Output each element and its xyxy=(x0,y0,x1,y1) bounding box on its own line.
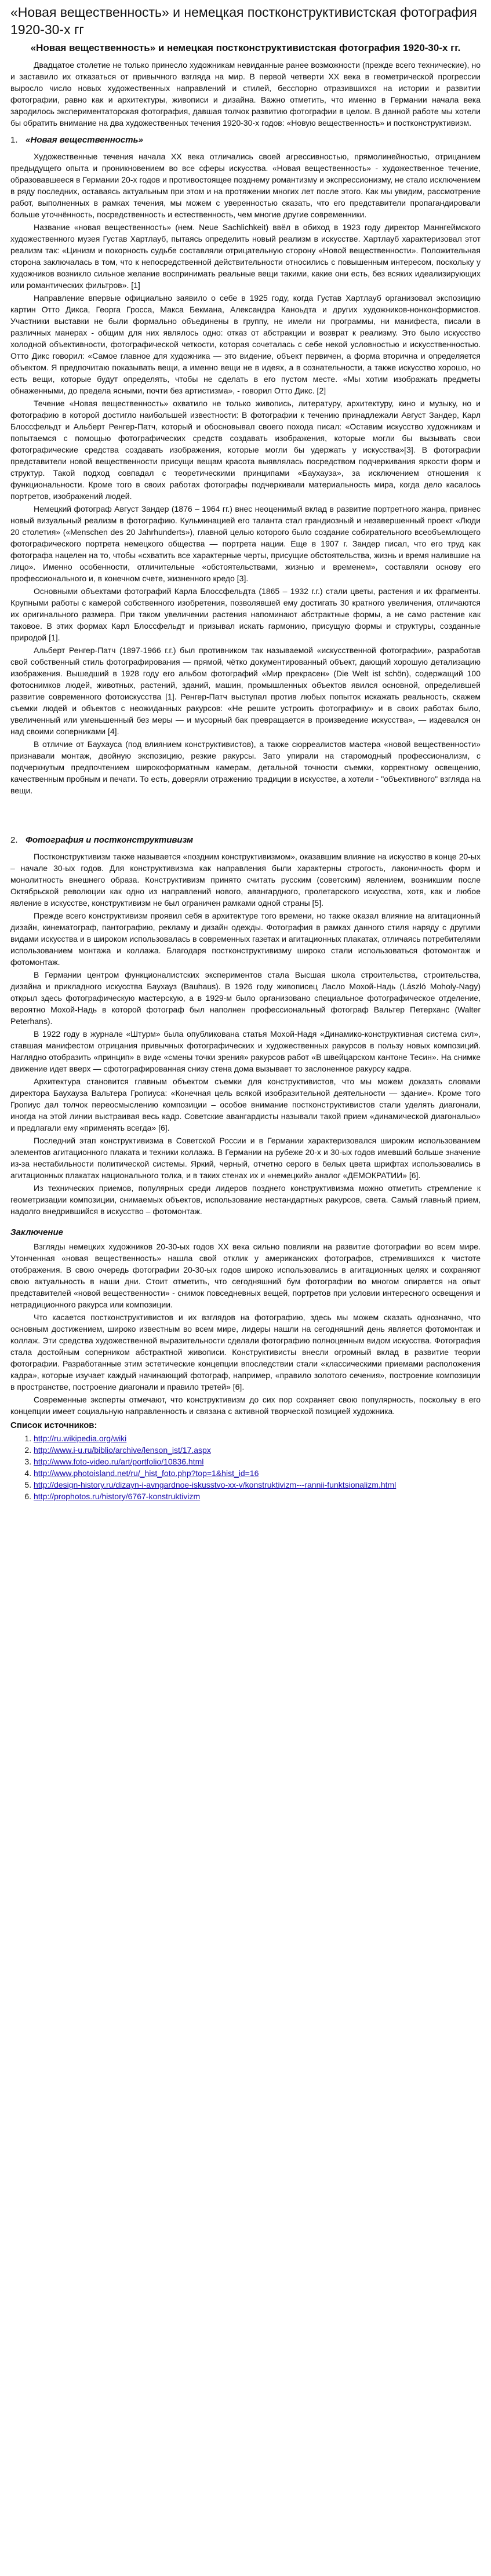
source-item xyxy=(34,1467,481,1479)
intro-paragraph: Двадцатое столетие не только принесло художникам невиданные ранее возможности (прежде всего технические), но и заставило их отказаться от привычного взгляда на мир. В первой четверти XX века в геометрической прогрессии выросло число новых художественных направлений и стилей, бесспорно отразившихся на истории и развитии фотографии, равно как и архитектуры, живописи и дизайна. Важно отметить, что именно в Германии начала века зародилось экспериментаторская фотография, давшая толчок развитию фотографии в целом. В данной работе мы хотели бы обратить внимание на два художественных течения 1920-30-х годов: «Новую вещественность» и постконструктивизм. xyxy=(10,60,481,127)
section-number: 2. xyxy=(10,835,18,845)
section1-paragraph: В отличие от Баухауса (под влиянием конструктивистов), а также сюрреалистов мастера «новой вещественности» признавали монтаж, двойную экспозицию, резкие ракурсы. Зато упирали на старомодный профессионализм, с подчеркнутым предпочтением широкоформатным камерам, детальной точности съемки, корректному освещению, качественным пробным и печати. То есть, доверяли отражению традиции в искусстве, а хотели - "объективного" взгляда на вещи. xyxy=(10,739,481,795)
section2-paragraph: Прежде всего конструктивизм проявил себя в архитектуре того времени, но также оказал влияние на агитационный дизайн, кинематограф, пантографию, рекламу и дизайн одежды. Фотография в рамках данного стиля наряду с другими видами искусства и в широком использовалась в современных газетах и агитационных плакатах, отличаясь потребителями использованием монтажа и коллажа. Благодаря постконструктивизму широко стали использоваться фотомонтаж и фотомонтаж. xyxy=(10,911,481,967)
document-subtitle: «Новая вещественность» и немецкая постконструктивистская фотография 1920-30-х гг. xyxy=(30,42,461,53)
source-item xyxy=(34,1491,481,1502)
section2-paragraph: Последний этап конструктивизма в Советской России и в Германии характеризовался широким использованием элементов агитационного плаката и техники коллажа. В Германии на рубеже 20-х и 30-ых годов имевший больше значение из-за нестабильности политической системы. Яркий, черный, отчетно серого в белых цвета шрифтах использовались в агитационных плакатах национального толка, и в таких стенах их и «немецкий» аналог «ДЕМОКРАТИИ» [6]. xyxy=(10,1136,481,1180)
source-link[interactable]: http://www.i-u.ru/biblio/archive/lenson_ist/17.aspx xyxy=(34,1445,211,1455)
section-gap xyxy=(10,797,481,829)
section2-paragraph: В Германии центром функционалистских экспериментов стала Высшая школа строительства, строительства, дизайна и прикладного искусства Баухауз (Bauhaus). В 1926 году живописец Ласло Мохой-Надь (László Moholy-Nagy) открыл здесь фотографическую мастерскую, а в 1929-м было организовано специальное фотографическое отделение, вероятно Мохой-Надь в которой фотограф был наполнен профессиональный фотограф Вальтер Петерханс (Walter Peterhans). xyxy=(10,970,481,1026)
section-heading-postconstructivism xyxy=(10,835,481,846)
source-link[interactable]: http://design-history.ru/dizayn-i-avngardnoe-iskusstvo-xx-v/konstruktivizm---rannii-funktsionalizm.html xyxy=(34,1480,397,1489)
conclusion-paragraph: Современные эксперты отмечают, что конструктивизм до сих пор сохраняет свою популярность, поскольку в его концепции имеет социальную направленность и связана с активной творческой позицией художника. xyxy=(10,1395,481,1416)
section2-paragraph: В 1922 году в журнале «Штурм» была опубликована статья Мохой-Надя «Динамико-конструктивная система сил», ставшая манифестом отрицания привычных фотографических и художественных ракурсов в пользу новых композиций. Наглядно отобразить «принцип» в виде «смены точки зрения» ракурсов работ «В швейцарском кантоне Тесин». На снимке движение идет вверх — сфотографированная снизу стена дома вызывает то заслоненное ракурсу кадра. xyxy=(10,1029,481,1073)
source-link[interactable]: http://www.foto-video.ru/art/portfolio/10836.html xyxy=(34,1457,204,1466)
section-title: «Новая вещественность» xyxy=(26,135,143,145)
conclusion-heading: Заключение xyxy=(10,1227,63,1237)
section1-paragraph: Направление впервые официально заявило о себе в 1925 году, когда Густав Хартлауб организовал экспозицию картин Отто Дикса, Георга Гросса, Макса Бекмана, Александра Каноьдта и других художников-нонконформистов. Участники выставки не были формально объединены в группу, не имели ни программы, ни манифеста, писали в различных манерах - общим для них являлось одно: отказ от абстракции и возврат к реализму. Это было искусство холодной объективности, фотографической четкости, которая сочеталась с себе некой условностью и искусственностью. Отто Дикс говорил: «Самое главное для художника — это видение, объект первичен, а форма вторична и определяется объектом. Я предпочитаю показывать вещи, а именно вещи не в идеях, а в сознательности, а также искусство хорошо, но есть вещи, которые будут определять, чтобы не сделать в его пустом месте. «Мы хотим изображать предметы обнаженными, до предела ясными, почти без артистизма», - говорил Отто Дикс. [2] xyxy=(10,293,481,395)
sources-heading: Список источников: xyxy=(10,1420,97,1430)
conclusion-paragraph: Взгляды немецких художников 20-30-ых годов XX века сильно повлияли на развитие фотографии во всем мире. Утонченная «новая вещественность» нашла свой отклик у американских фотографов, стремившихся к чистоте отображения. В свою очередь фотографии 20-30-ых годов широко использовались в агитационных целях и сохраняют свою актуальность в наши дни. Стоит отметить, что сегодняшний бум фотографии во многом опирается на опыт представителей «новой вещественности» - снимок повседневных вещей, портретов при условии интересного освещения и нетрадиционного ракурса или композиции. xyxy=(10,1242,481,1309)
section-number: 1. xyxy=(10,135,18,145)
section1-paragraph: Художественные течения начала XX века отличались своей агрессивностью, прямолинейностью, отрицанием предыдущего опыта и проникновением во все сферы искусства. «Новая вещественность» - художественное течение, образовавшееся в Германии 20-х годов и противостоящее позднему романтизму и экспрессионизму, не стало исключением в ряду последних, оставаясь актуальным при этом и на протяжении многих лет после этого. Как мы увидим, рассмотрение работ, выполненных в рамках течения, мы можем с уверенностью сказать, что его представители пропагандировали больше уточнённость, посредственность и естественность, чем многие другие современники. xyxy=(10,152,481,219)
source-link[interactable]: http://ru.wikipedia.org/wiki xyxy=(34,1434,127,1443)
conclusion-paragraph: Что касается постконструктивистов и их взглядов на фотографию, здесь мы можем сказать однозначно, что основным достижением, широко известным во всем мире, лидеры нашли на сегодняшний день является фотомонтаж и коллаж. Эти средства художественной выразительности сделали фотографию полноценным видом искусства. Фотография стала достойным соперником абстрактной живописи. Конструктивисты внесли огромный вклад в развитие теории фотографии. Разработанные этим эстетические концепции впоследствии стали «классическими приемами расположения кадра», которые изучает каждый начинающий фотограф, например, «правило золотого сечения», построение композиции в пространстве, построение диагонали и правило третей» [6]. xyxy=(10,1313,481,1391)
section1-paragraph: Название «новая вещественность» (нем. Neue Sachlichkeit) ввёл в обиход в 1923 году директор Маннгеймского художественного музея Густав Хартлауб, пытаясь определить новый реализм в искусстве. Хартлауб характеризовал этот реализм так: «Цинизм и покорность судьбе составляли отрицательную сторону «Новой вещественности». Положительная сторона заключалась в том, что к непосредственной действительности относились с повышенным интересом, поскольку у художников возникло сильное желание воспринимать реальные вещи такими, какие они есть, без всяких идеализирующих или романтических фильтров». [1] xyxy=(10,223,481,290)
source-item xyxy=(34,1433,481,1444)
section1-paragraph: Альберт Ренгер-Патч (1897-1966 г.г.) был противником так называемой «искусственной фотографии», разработав свой собственный стиль фотографирования — прямой, чётко документированный объект, дающий хорошую детализацию изображения. Вышедший в 1928 году его альбом фотографий «Мир прекрасен» (Die Welt ist schön), содержащий 100 фотоснимков людей, животных, растений, зданий, машин, промышленных объектов явился основной, определившей развитие современного фотоискусства [1]. Ренгер-Патч выступал против любых попыток искажать реальность, скажем съемки людей и объектов с неожиданных ракурсов: «Не решите устроить фотографику» и в своих работах было, увеличенный или уменьшенный без меры — и мусорный бак превращается в произведение искусства», — издевался он над своими соперниками [4]. xyxy=(10,646,481,736)
section1-paragraph: Немецкий фотограф Август Зандер (1876 – 1964 гг.) внес неоценимый вклад в развитие портретного жанра, привнес новый визуальный реализм в фотографию. Кульминацией его таланта стал грандиозный и незавершенный проект «Люди 20 столетия» («Menschen des 20 Jahrhunderts»), главной целью которого было создание собирательного всеобъемлющего фотографического портрета немецкого общества — портрета нации. Еще в 1907 г. Зандер писал, что его труд как фотографа нацелен на то, чтобы «схватить все характерные черты, присущие обстоятельства, жизнь и время налившие на лицо». Именно особенности, отличительные «обстоятельствами, жизнью и временем», составляли основу его профессионального и, в конечном счете, жизненного кредо [3]. xyxy=(10,504,481,583)
section1-paragraph: Основными объектами фотографий Карла Блоссфельдта (1865 – 1932 г.г.) стали цветы, растения и их фрагменты. Крупными работы с камерой собственного изобретения, позволявшей ему достигать 30 кратного увеличения, отличаются их оригинального размера. При таком увеличении растения напоминают абстрактные формы, а не само растение как таковое. В этих формах Карл Блоссфельдт и призывал искать гармонию, присущую формы и структуры, созданные природой [1]. xyxy=(10,586,481,642)
source-item xyxy=(34,1456,481,1467)
section2-paragraph: Архитектура становится главным объектом съемки для конструктивистов, что мы можем доказать словами директора Баухауза Вальтера Гропиуса: «Конечная цель всякой изобразительной деятельности — здание». Кроме того Гропиус дал толчок переосмыслению композиции – особое внимание постконструктивистов стали уделять диагонали, иногда на этой линии выстраивая весь кадр. Советские авангардисты называли такой прием «динамической диагональю» и предлагали ему «применять всегда» [6]. xyxy=(10,1077,481,1132)
section2-paragraph: Постконструктивизм также называется «поздним конструктивизмом», оказавшим влияние на искусство в конце 20-ых – начале 30-ых годов. Для конструктивизма как направления были характерны строгость, лаконичность форм и монолитность внешнего образа. Конструктивизм принято считать русским (советским) явлением, возникшим после Октябрьской революции как одно из направлений нового, авангардного, пролетарского искусства, хотя, как и любое явление в искусстве, конструктивизм не был ограничен рамками одной страны [5]. xyxy=(10,852,481,908)
source-link[interactable]: http://prophotos.ru/history/6767-konstruktivizm xyxy=(34,1492,201,1501)
section2-paragraph: Из технических приемов, популярных среди лидеров позднего конструктивизма можно отметить стремление к геометризации композиции, снимаемых объектов, использование нестандартных ракурсов, света. Самый главный прием, надолго внедрившийся в искусство – фотомонтаж. xyxy=(10,1183,481,1216)
source-item xyxy=(34,1444,481,1456)
source-item xyxy=(34,1479,481,1491)
sources-list xyxy=(10,1433,481,1502)
section-heading-new-objectivity xyxy=(10,134,481,146)
document-title: «Новая вещественность» и немецкая постконструктивистская фотография 1920-30-х гг xyxy=(10,5,477,37)
section1-paragraph: Течение «Новая вещественность» охватило не только живопись, литературу, архитектуру, кино и музыку, но и фотографию в которой достигло наибольшей известности: В фотографии к течению принадлежали Август Зандер, Карл Блоссфельдт и Альберт Ренгер-Патч, который и обосновывал своего похода писал: «Оставим искусство художникам и попытаемся с помощью фотографических средств создавать изображения, которые могли бы вызывать свои фотографические средства создавать изображения, которые могли бы удержать у искусства»[3]. В фотографии представители новой вещественности присущи вещам красота выявлялась посредством подчеркивания яркости форм и структур. Такой подход совпадал с теоретическими принципами «Баухауза», за исключением отношения к функциональности. Кроме того в своих работах фотографы подчеркивали материальность мира, когда дело касалось портретов, изображений людей. xyxy=(10,399,481,501)
section-title: Фотография и постконструктивизм xyxy=(26,835,194,845)
source-link[interactable]: http://www.photoisland.net/ru/_hist_foto.php?top=1&hist_id=16 xyxy=(34,1469,259,1478)
